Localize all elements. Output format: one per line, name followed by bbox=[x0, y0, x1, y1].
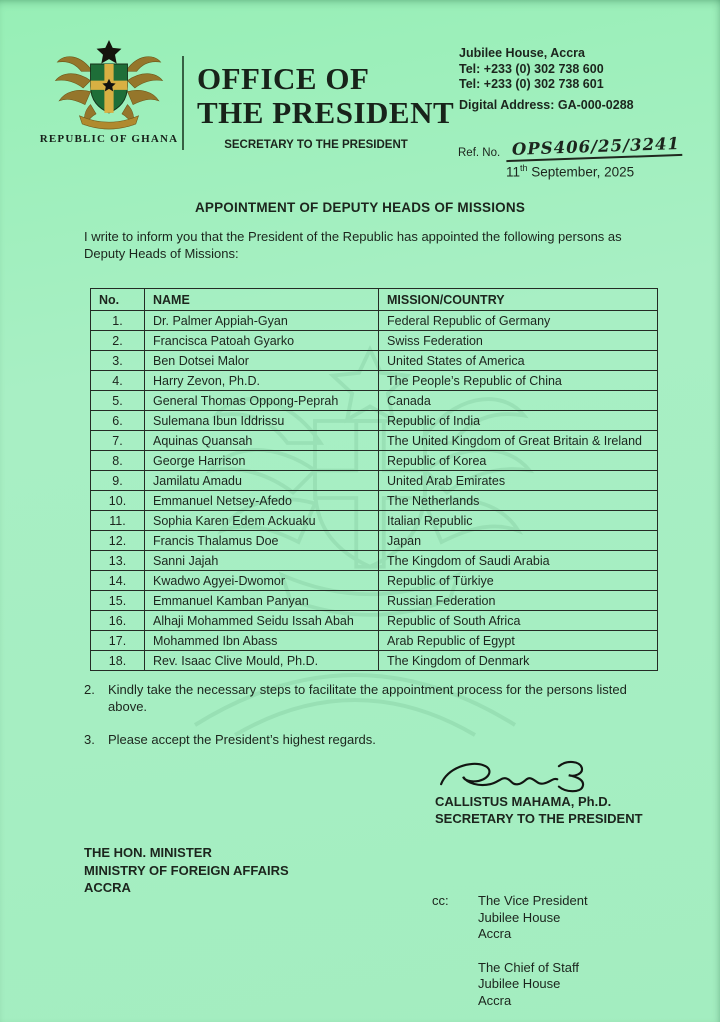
row-number: 1. bbox=[91, 311, 145, 331]
table-row bbox=[91, 591, 658, 611]
contact-address: Jubilee House, Accra bbox=[459, 46, 585, 60]
row-name: Francisca Patoah Gyarko bbox=[145, 331, 379, 351]
letter-title: APPOINTMENT OF DEPUTY HEADS OF MISSIONS bbox=[194, 200, 526, 215]
row-number: 13. bbox=[91, 551, 145, 571]
table-row bbox=[91, 331, 658, 351]
row-name: Sophia Karen Edem Ackuaku bbox=[145, 511, 379, 531]
row-name: Rev. Isaac Clive Mould, Ph.D. bbox=[145, 651, 379, 671]
cc-entry-city: Accra bbox=[478, 926, 512, 941]
reference-number bbox=[458, 134, 682, 159]
row-name: Emmanuel Netsey-Afedo bbox=[145, 491, 379, 511]
row-number: 6. bbox=[91, 411, 145, 431]
table-row bbox=[91, 491, 658, 511]
row-name: Dr. Palmer Appiah-Gyan bbox=[145, 311, 379, 331]
row-mission: The People’s Republic of China bbox=[379, 371, 658, 391]
item-text: Please accept the President’s highest regards. bbox=[108, 732, 376, 747]
row-name: Emmanuel Kamban Panyan bbox=[145, 591, 379, 611]
table-row bbox=[91, 391, 658, 411]
cc-label: cc: bbox=[432, 893, 449, 908]
row-name: Mohammed Ibn Abass bbox=[145, 631, 379, 651]
table-row bbox=[91, 431, 658, 451]
cc-entry-name: The Vice President bbox=[478, 893, 588, 908]
signatory-title: SECRETARY TO THE PRESIDENT bbox=[435, 811, 643, 826]
row-name: Sulemana Ibun Iddrissu bbox=[145, 411, 379, 431]
row-number: 9. bbox=[91, 471, 145, 491]
row-name: Sanni Jajah bbox=[145, 551, 379, 571]
table-row bbox=[91, 351, 658, 371]
ref-label: Ref. No. bbox=[458, 147, 501, 159]
contact-tel-1: Tel: +233 (0) 302 738 600 bbox=[459, 61, 604, 76]
row-mission: Swiss Federation bbox=[379, 331, 658, 351]
row-name: Kwadwo Agyei-Dwomor bbox=[145, 571, 379, 591]
row-mission: The Kingdom of Saudi Arabia bbox=[379, 551, 658, 571]
row-number: 15. bbox=[91, 591, 145, 611]
row-mission: Arab Republic of Egypt bbox=[379, 631, 658, 651]
item-number: 3. bbox=[84, 732, 95, 747]
table-row bbox=[91, 411, 658, 431]
row-mission: Republic of Korea bbox=[379, 451, 658, 471]
signatory-name: CALLISTUS MAHAMA, Ph.D. bbox=[435, 794, 612, 809]
table-row bbox=[91, 571, 658, 591]
emblem-caption: REPUBLIC OF GHANA bbox=[39, 133, 179, 145]
addressee-line: ACCRA bbox=[84, 880, 131, 895]
office-subtitle: SECRETARY TO THE PRESIDENT bbox=[224, 139, 408, 151]
column-header: No. bbox=[91, 289, 145, 311]
row-number: 16. bbox=[91, 611, 145, 631]
cc-entry-place: Jubilee House bbox=[478, 976, 561, 991]
table-header-row bbox=[91, 289, 658, 311]
row-name: Francis Thalamus Doe bbox=[145, 531, 379, 551]
row-name: General Thomas Oppong-Peprah bbox=[145, 391, 379, 411]
row-name: Harry Zevon, Ph.D. bbox=[145, 371, 379, 391]
cc-entry-city: Accra bbox=[478, 992, 512, 1008]
table-row bbox=[91, 371, 658, 391]
table-row bbox=[91, 531, 658, 551]
table-row bbox=[91, 611, 658, 631]
table-row bbox=[91, 451, 658, 471]
row-number: 18. bbox=[91, 651, 145, 671]
table-row bbox=[91, 651, 658, 671]
table-row bbox=[91, 551, 658, 571]
row-number: 12. bbox=[91, 531, 145, 551]
row-number: 17. bbox=[91, 631, 145, 651]
contact-tel-2: Tel: +233 (0) 302 738 601 bbox=[459, 77, 604, 91]
row-mission: Japan bbox=[379, 531, 658, 551]
intro-paragraph: I write to inform you that the President of the Republic has appointed the following persons as Deputy Heads of Missions: bbox=[84, 229, 622, 261]
row-number: 11. bbox=[91, 511, 145, 531]
row-mission: Republic of India bbox=[379, 411, 658, 431]
addressee-line: MINISTRY OF FOREIGN AFFAIRS bbox=[84, 862, 289, 878]
row-mission: The United Kingdom of Great Britain & Ireland bbox=[379, 431, 658, 451]
row-number: 2. bbox=[91, 331, 145, 351]
table-row bbox=[91, 511, 658, 531]
cc-entry bbox=[478, 893, 588, 943]
row-mission: United Arab Emirates bbox=[379, 471, 658, 491]
row-name: Jamilatu Amadu bbox=[145, 471, 379, 491]
numbered-item bbox=[84, 731, 652, 748]
office-title bbox=[197, 62, 454, 130]
row-mission: Canada bbox=[379, 391, 658, 411]
cc-entries bbox=[478, 893, 588, 1022]
row-mission: Russian Federation bbox=[379, 591, 658, 611]
addressee-block bbox=[84, 844, 289, 897]
ref-value-handwritten: OPS406/25/3241 bbox=[506, 135, 683, 162]
office-title-line1: OFFICE OF bbox=[197, 61, 370, 96]
row-mission: Italian Republic bbox=[379, 511, 658, 531]
row-mission: Federal Republic of Germany bbox=[379, 311, 658, 331]
row-number: 14. bbox=[91, 571, 145, 591]
table-row bbox=[91, 311, 658, 331]
row-number: 7. bbox=[91, 431, 145, 451]
item-number: 2. bbox=[84, 682, 95, 697]
cc-entry-place: Jubilee House bbox=[478, 909, 561, 925]
cc-entry bbox=[478, 960, 588, 1010]
numbered-items bbox=[84, 681, 652, 764]
header-divider bbox=[182, 56, 184, 150]
row-mission: United States of America bbox=[379, 351, 658, 371]
row-number: 3. bbox=[91, 351, 145, 371]
table-row bbox=[91, 631, 658, 651]
row-mission: The Netherlands bbox=[379, 491, 658, 511]
column-header: NAME bbox=[145, 289, 379, 311]
row-mission: Republic of Türkiye bbox=[379, 571, 658, 591]
office-title-line2: THE PRESIDENT bbox=[197, 95, 455, 130]
row-name: Aquinas Quansah bbox=[145, 431, 379, 451]
contact-block bbox=[459, 46, 634, 113]
cc-entry-name: The Chief of Staff bbox=[478, 959, 579, 975]
row-name: Ben Dotsei Malor bbox=[145, 351, 379, 371]
item-text: Kindly take the necessary steps to facilitate the appointment process for the persons listed above. bbox=[108, 682, 627, 714]
row-number: 10. bbox=[91, 491, 145, 511]
row-mission: Republic of South Africa bbox=[379, 611, 658, 631]
row-number: 5. bbox=[91, 391, 145, 411]
signature-scribble bbox=[436, 758, 600, 794]
row-name: George Harrison bbox=[145, 451, 379, 471]
ghana-coat-of-arms bbox=[50, 40, 168, 136]
addressee-line: THE HON. MINISTER bbox=[84, 845, 212, 860]
letter-date: 11th September, 2025 bbox=[506, 163, 635, 180]
row-mission: The Kingdom of Denmark bbox=[379, 651, 658, 671]
row-number: 8. bbox=[91, 451, 145, 471]
row-name: Alhaji Mohammed Seidu Issah Abah bbox=[145, 611, 379, 631]
column-header: MISSION/COUNTRY bbox=[379, 289, 658, 311]
missions-table bbox=[90, 288, 658, 671]
contact-digital-address: Digital Address: GA-000-0288 bbox=[459, 97, 634, 112]
numbered-item bbox=[84, 681, 652, 715]
row-number: 4. bbox=[91, 371, 145, 391]
table-row bbox=[91, 471, 658, 491]
